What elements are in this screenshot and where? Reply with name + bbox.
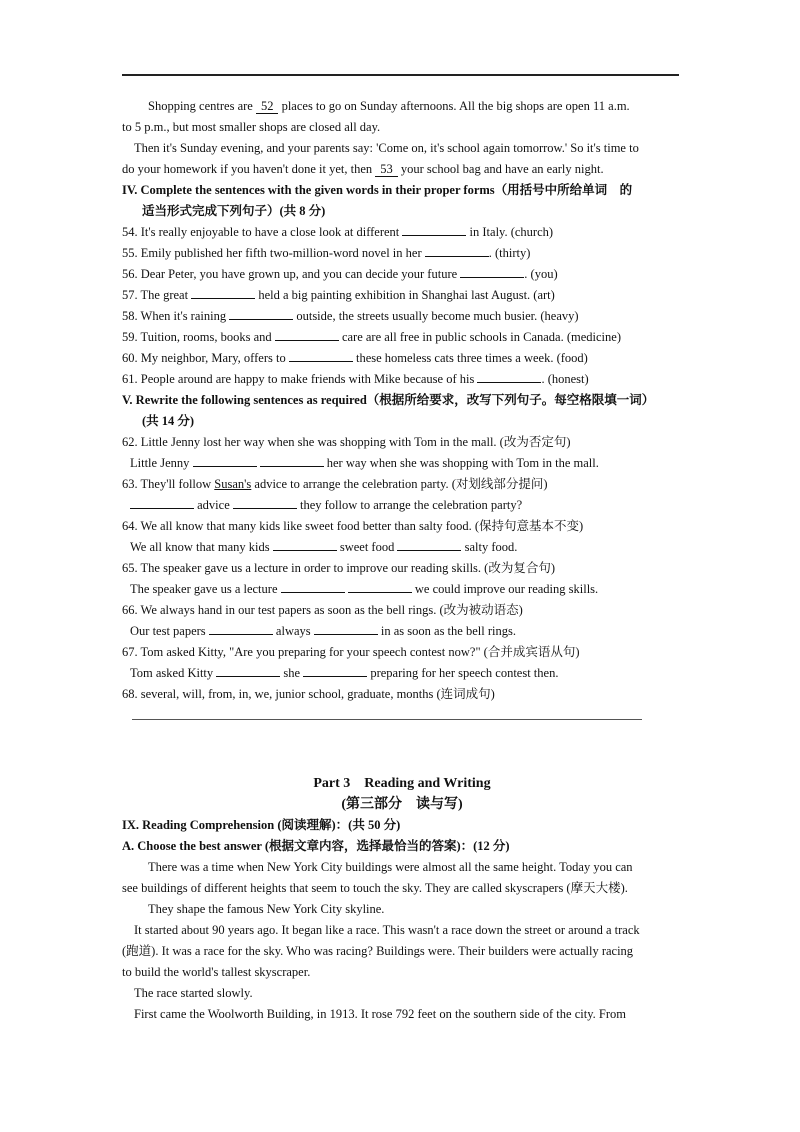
question-66: 66. We always hand in our test papers as soon as the bell rings. (改为被动语态): [122, 603, 523, 617]
section-9-title: IX. Reading Comprehension (阅读理解)：(共 50 分): [122, 818, 401, 832]
answer-blank[interactable]: [460, 264, 524, 278]
answer-text: We all know that many kids: [130, 540, 273, 554]
answer-text: Our test papers: [130, 624, 209, 638]
answer-blank[interactable]: [260, 453, 324, 467]
question-text: . (thirty): [488, 246, 531, 260]
document-page: [122, 96, 682, 1025]
answer-blank[interactable]: [303, 663, 367, 677]
question-55: [122, 243, 682, 264]
reading-line: First came the Woolworth Building, in 1913. It rose 792 feet on the southern side of the city. From: [134, 1007, 626, 1021]
answer-blank[interactable]: [216, 663, 280, 677]
passage-line: [122, 96, 682, 117]
passage-line: [122, 117, 682, 138]
reading-line: see buildings of different heights that seem to touch the sky. They are called skyscrapers (摩天大楼).: [122, 881, 628, 895]
part-3-subtitle: (第三部分 读与写): [341, 797, 463, 812]
answer-text: her way when she was shopping with Tom in the mall.: [323, 456, 599, 470]
reading-line: They shape the famous New York City skyline.: [148, 902, 385, 916]
question-63: [122, 474, 682, 495]
question-text: 61. People around are happy to make friends with Mike because of his: [122, 372, 478, 386]
question-56: [122, 264, 682, 285]
answer-blank[interactable]: [425, 243, 489, 257]
section-9a-title: A. Choose the best answer (根据文章内容，选择最恰当的答案)：(12 分): [122, 839, 510, 853]
section-5-title: V. Rewrite the following sentences as required（根据所给要求，改写下列句子。每空格限填一词）: [122, 393, 655, 407]
passage-text: your school bag and have an early night.: [397, 162, 604, 176]
answer-blank[interactable]: [193, 453, 257, 467]
question-text: 60. My neighbor, Mary, offers to: [122, 351, 289, 365]
question-text: 58. When it's raining: [122, 309, 230, 323]
question-text: 54. It's really enjoyable to have a close look at different: [122, 225, 403, 239]
blank-52[interactable]: 52: [256, 99, 279, 114]
answer-text: we could improve our reading skills.: [411, 582, 599, 596]
section-4-title: IV. Complete the sentences with the given words in their proper forms（用括号中所给单词 的: [122, 183, 633, 197]
answer-blank[interactable]: [275, 327, 339, 341]
answer-text: salty food.: [461, 540, 518, 554]
blank-53[interactable]: 53: [375, 162, 398, 177]
question-67: 67. Tom asked Kitty, "Are you preparing for your speech contest now?" (合并成宾语从句): [122, 645, 580, 659]
underlined-word: Susan's: [214, 477, 252, 491]
question-68: 68. several, will, from, in, we, junior school, graduate, months (连词成句): [122, 687, 495, 701]
answer-blank[interactable]: [229, 306, 293, 320]
header-rule: [122, 74, 679, 76]
question-61: [122, 369, 682, 390]
answer-blank[interactable]: [397, 537, 461, 551]
answer-text: preparing for her speech contest then.: [367, 666, 559, 680]
answer-blank[interactable]: [314, 621, 378, 635]
question-58: [122, 306, 682, 327]
question-text: held a big painting exhibition in Shanghai last August. (art): [255, 288, 555, 302]
question-text: 56. Dear Peter, you have grown up, and you can decide your future: [122, 267, 461, 281]
answer-text: sweet food: [336, 540, 398, 554]
answer-63: [122, 495, 682, 516]
question-text: 57. The great: [122, 288, 192, 302]
reading-line: There was a time when New York City buildings were almost all the same height. Today you can: [148, 860, 633, 874]
question-text: outside, the streets usually become much busier. (heavy): [293, 309, 579, 323]
answer-text: The speaker gave us a lecture: [130, 582, 281, 596]
question-59: [122, 327, 682, 348]
question-text: . (you): [524, 267, 558, 281]
spacer: [122, 726, 682, 773]
answer-blank[interactable]: [273, 537, 337, 551]
section-4-title-cont: 适当形式完成下列句子）(共 8 分): [142, 204, 326, 218]
passage-text: Then it's Sunday evening, and your parents say: 'Come on, it's school again tomorrow.' So it's time to: [134, 141, 639, 155]
question-text: 59. Tuition, rooms, books and: [122, 330, 275, 344]
passage-text: places to go on Sunday afternoons. All the big shops are open 11 a.m.: [278, 99, 630, 113]
question-text: . (honest): [541, 372, 589, 386]
answer-blank[interactable]: [281, 579, 345, 593]
question-text: in Italy. (church): [466, 225, 554, 239]
answer-blank[interactable]: [233, 495, 297, 509]
answer-68-line[interactable]: [122, 705, 682, 726]
reading-line: to build the world's tallest skyscraper.: [122, 965, 311, 979]
answer-text: advice: [194, 498, 233, 512]
answer-text: Little Jenny: [130, 456, 193, 470]
answer-64: [122, 537, 682, 558]
reading-line: It started about 90 years ago. It began like a race. This wasn't a race down the street or around a track: [134, 923, 640, 937]
answer-blank[interactable]: [191, 285, 255, 299]
question-54: [122, 222, 682, 243]
answer-blank[interactable]: [477, 369, 541, 383]
answer-66: [122, 621, 682, 642]
answer-blank[interactable]: [289, 348, 353, 362]
question-text: 63. They'll follow: [122, 477, 215, 491]
question-64: 64. We all know that many kids like sweet food better than salty food. (保持句意基本不变): [122, 519, 584, 533]
answer-text: she: [280, 666, 304, 680]
answer-text: always: [272, 624, 314, 638]
answer-blank[interactable]: [402, 222, 466, 236]
question-65: 65. The speaker gave us a lecture in order to improve our reading skills. (改为复合句): [122, 561, 555, 575]
answer-text: in as soon as the bell rings.: [377, 624, 516, 638]
question-text: care are all free in public schools in Canada. (medicine): [338, 330, 621, 344]
question-text: 55. Emily published her fifth two-million-word novel in her: [122, 246, 425, 260]
answer-blank[interactable]: [348, 579, 412, 593]
question-text: these homeless cats three times a week. (food): [352, 351, 588, 365]
reading-line: (跑道). It was a race for the sky. Who was racing? Buildings were. Their builders were actually racing: [122, 944, 634, 958]
question-60: [122, 348, 682, 369]
question-text: advice to arrange the celebration party. (对划线部分提问): [251, 477, 548, 491]
answer-65: [122, 579, 682, 600]
answer-text: they follow to arrange the celebration party?: [296, 498, 523, 512]
part-3-title: Part 3 Reading and Writing: [313, 776, 491, 791]
answer-67: [122, 663, 682, 684]
answer-blank[interactable]: [130, 495, 194, 509]
passage-text: to 5 p.m., but most smaller shops are closed all day.: [122, 120, 381, 134]
passage-text: do your homework if you haven't done it yet, then: [122, 162, 376, 176]
answer-62: [122, 453, 682, 474]
question-62: 62. Little Jenny lost her way when she was shopping with Tom in the mall. (改为否定句): [122, 435, 571, 449]
section-5-title-cont: (共 14 分): [142, 414, 195, 428]
passage-line: [122, 138, 682, 159]
question-57: [122, 285, 682, 306]
answer-text: Tom asked Kitty: [130, 666, 217, 680]
answer-blank[interactable]: [209, 621, 273, 635]
reading-line: The race started slowly.: [134, 986, 253, 1000]
passage-text: Shopping centres are: [148, 99, 256, 113]
passage-line: [122, 159, 682, 180]
